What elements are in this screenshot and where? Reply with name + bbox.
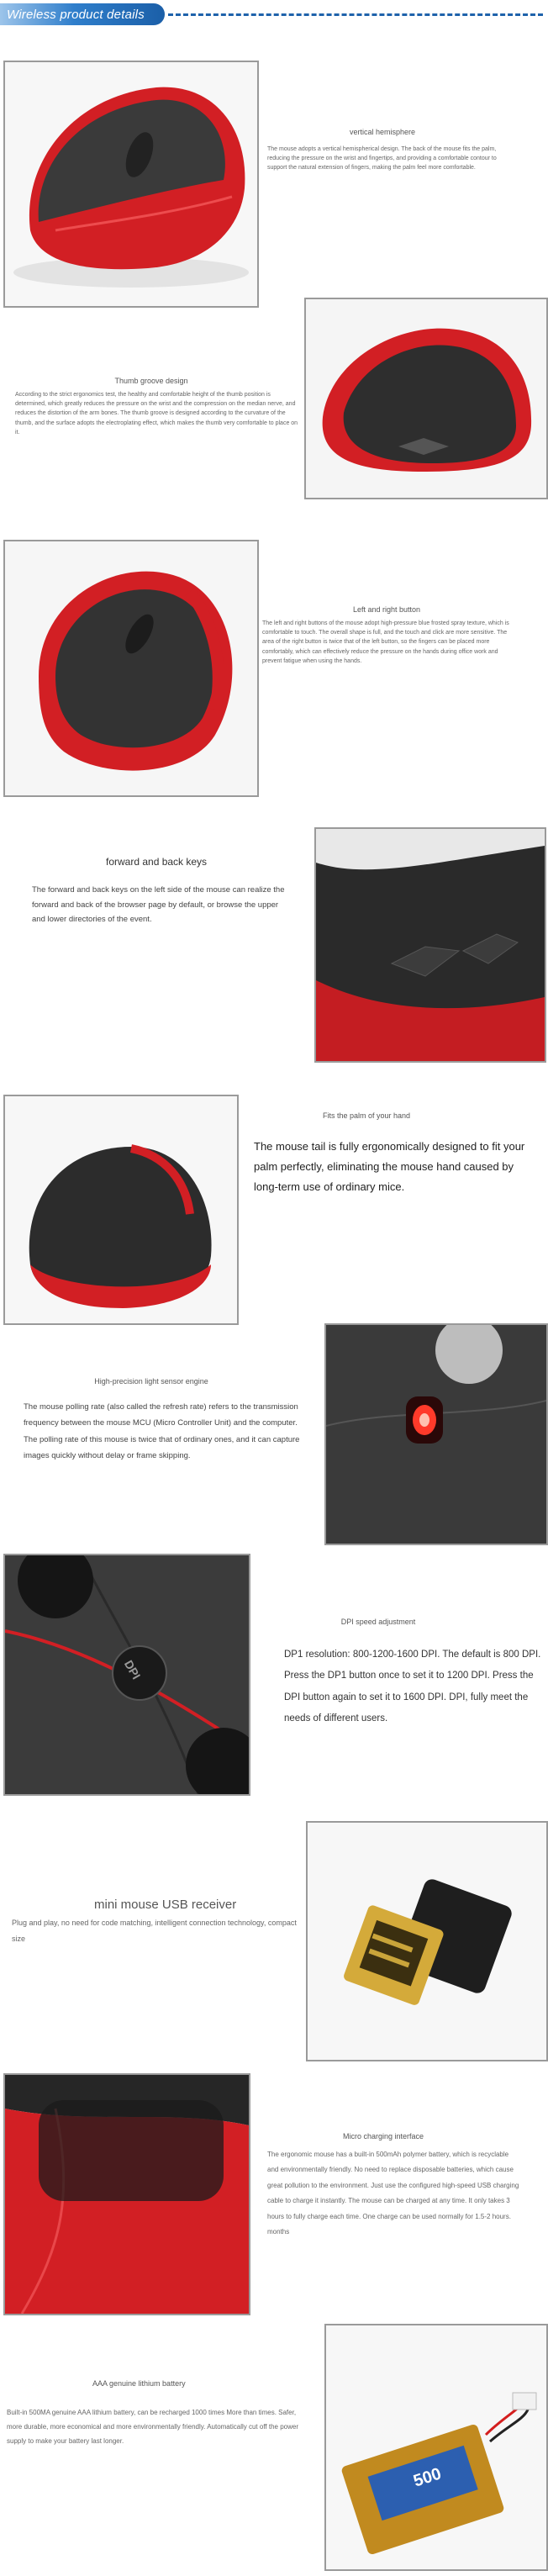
side-keys-photo — [314, 827, 546, 1063]
mouse-rear-photo — [3, 1095, 239, 1325]
section-6-text: The mouse polling rate (also called the refresh rate) refers to the transmission frequency between the mouse MCU (Micro Controller Unit) and the computer. The polling rate of this mouse is twice that of ordinary ones, and it can capture images quickly without delay or frame skipping. — [24, 1402, 300, 1461]
section-10-text: Built-in 500MA genuine AAA lithium battery, can be recharged 1000 times More than times. Safer, more durable, more economical and more environmentally friendly. Automatically cut off the power supply to make your battery last longer. — [7, 2409, 298, 2445]
section-3-title: Left and right button — [352, 605, 421, 614]
section-5-title: Fits the palm of your hand — [322, 1111, 411, 1120]
header-title: Wireless product details — [7, 8, 145, 22]
section-5-text: The mouse tail is fully ergonomically designed to fit your palm perfectly, eliminating the mouse hand caused by long-term use of ordinary mice. — [254, 1140, 525, 1194]
mouse-front-photo — [304, 298, 548, 499]
header-dashed-divider — [168, 13, 543, 16]
dpi-button-photo — [3, 1554, 250, 1796]
mouse-top-photo — [3, 540, 259, 797]
charging-port-photo — [3, 2073, 250, 2315]
usb-receiver-photo — [306, 1821, 548, 2061]
sensor-photo — [324, 1323, 548, 1545]
section-header-tab — [0, 3, 165, 25]
section-7-title: DPI speed adjustment — [340, 1618, 416, 1626]
section-8-title: mini mouse USB receiver — [94, 1898, 237, 1912]
section-2-title: Thumb groove design — [114, 377, 188, 385]
section-9-text: The ergonomic mouse has a built-in 500mAh polymer battery, which is recyclable and environmentally friendly. No need to replace disposable batteries, which cause great pollution to the environment. Just use the configured high-speed USB charging cable to charge it instantly. The mouse can be charged at any time. It only takes 3 hours to fully charge each time. One charge can be used normally for 1.5-2 hours. months — [267, 2151, 519, 2236]
section-10-title: AAA genuine lithium battery — [92, 2379, 186, 2388]
section-4-title: forward and back keys — [106, 856, 208, 868]
section-4-text: The forward and back keys on the left side of the mouse can realize the forward and back of the browser page by default, or browse the upper and lower directories of the event. — [32, 885, 285, 925]
section-9-title: Micro charging interface — [342, 2132, 424, 2141]
section-8-text: Plug and play, no need for code matching, intelligent connection technology, compact size — [12, 1919, 297, 1943]
battery-capacity-label: 500 — [411, 2464, 444, 2491]
section-6-title: High-precision light sensor engine — [94, 1377, 208, 1386]
section-7-text: DP1 resolution: 800-1200-1600 DPI. The default is 800 DPI. Press the DP1 button once to set it to 1200 DPI. Press the DPI button again to set it to 1600 DPI. DPI, fully meet the needs of different users. — [284, 1650, 541, 1723]
battery-photo — [324, 2324, 548, 2571]
section-3-text: The left and right buttons of the mouse adopt high-pressure blue frosted spray texture, which is comfortable to touch. The overall shape is full, and the touch and click are more sensitive. The area of the right button is twice that of the left button, so the fingers can be placed more comfortably, which can effectively reduce the pressure on the hands during office work and prevent fatigue when using the hands. — [262, 620, 509, 664]
section-1-title: vertical hemisphere — [349, 128, 416, 136]
mouse-side-photo — [3, 61, 259, 308]
section-2-text: According to the strict ergonomics test, the healthy and comfortable height of the thumb position is determined, which greatly reduces the pressure on the wrist and the compression on the median nerve, and reduces the distortion of the arm bones. The thumb groove is designed according to the curvature of the thumb, and the surface adopts the electroplating effect, which makes the thumb very comfortable to place on it. — [15, 392, 298, 435]
section-1-text: The mouse adopts a vertical hemispherical design. The back of the mouse fits the palm, reducing the pressure on the wrist and fingertips, and providing a comfortable contour to support the natural extension of fingers, making the palm feel more comfortable. — [267, 146, 497, 172]
dpi-button-label: DPI — [121, 1657, 144, 1682]
